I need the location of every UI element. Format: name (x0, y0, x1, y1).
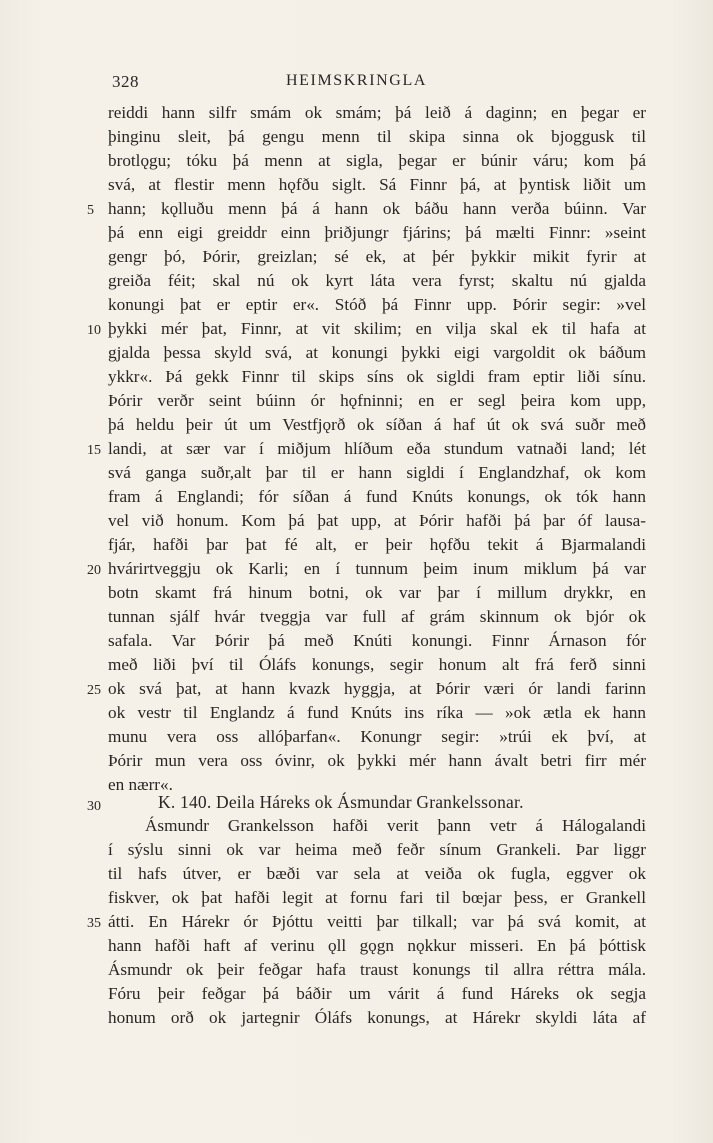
text-line: þá enn eigi greiddr einn þriðjungr fjárins; þá mælti Finnr: »seint (108, 223, 646, 242)
text-line: en nærr«. (108, 775, 173, 794)
line-number: 15 (87, 443, 101, 458)
text-line: Ásmundr Grankelsson hafði verit þann vetr á Hálogalandi (145, 816, 646, 835)
text-line: Þórir mun vera oss óvinr, ok þykki mér hann ávalt betri firr mér (108, 751, 646, 770)
text-line: Ásmundr ok þeir feðgar hafa traust konungs til allra réttra mála. (108, 960, 646, 979)
text-line: greiða féit; skal nú ok kyrt láta vera fyrst; skaltu nú gjalda (108, 271, 646, 290)
line-number: 5 (87, 203, 94, 218)
text-line: átti. En Hárekr ór Þjóttu veitti þar tilkall; var þá svá komit, at (108, 912, 646, 931)
line-number: 10 (87, 323, 101, 338)
text-line: Þórir verðr seint búinn ór hǫfninni; en er segl þeira kom upp, (108, 391, 646, 410)
text-line: brotlǫgu; tóku þá menn at sigla, þegar er búnir váru; kom þá (108, 151, 646, 170)
text-line: munu vera oss allóþarfan«. Konungr segir: »trúi ek því, at (108, 727, 646, 746)
line-number: 30 (87, 799, 101, 814)
text-line: ykkr«. Þá gekk Finnr til skips síns ok sigldi fram eptir liði sínu. (108, 367, 646, 386)
text-line: svá ganga suðr,alt þar til er hann sigldi í Englandzhaf, ok kom (108, 463, 646, 482)
text-line: þá heldu þeir út um Vestfjǫrð ok síðan á haf út ok svá suðr með (108, 415, 646, 434)
text-line: tunnan sjálf hvár tveggja var full af grám skinnum ok bjór ok (108, 607, 646, 626)
text-line: ok svá þat, at hann kvazk hyggja, at Þórir væri ór landi farinn (108, 679, 646, 698)
line-number: 20 (87, 563, 101, 578)
text-line: botn skamt frá hinum botni, ok var þar í millum drykkr, en (108, 583, 646, 602)
text-line: ok vestr til Englandz á fund Knúts ins ríka — »ok ætla ek hann (108, 703, 646, 722)
text-line: í sýslu sinni ok var heima með feðr sínum Grankeli. Þar liggr (108, 840, 646, 859)
line-number: 25 (87, 683, 101, 698)
page-number: 328 (112, 72, 139, 91)
text-line: þinginu sleit, þá gengu menn til skipa sinna ok bjoggusk til (108, 127, 646, 146)
text-line: til hafs útver, er bæði var sela at veiða ok fugla, eggver ok (108, 864, 646, 883)
text-line: gengr þó, Þórir, greizlan; sé ek, at þér þykkir mikit fyrir at (108, 247, 646, 266)
text-line: fjár, hafði þar þat fé alt, er þeir hǫfðu tekit á Bjarmalandi (108, 535, 646, 554)
running-head: HEIMSKRINGLA (286, 72, 427, 89)
line-number: 35 (87, 916, 101, 931)
text-line: honum orð ok jartegnir Óláfs konungs, at Hárekr skyldi láta af (108, 1008, 646, 1027)
text-line: hvárirtveggju ok Karli; en í tunnum þeim inum miklum þá var (108, 559, 646, 578)
text-line: þykki mér þat, Finnr, at vit skilim; en vilja skal ek til hafa at (108, 319, 646, 338)
text-line: hann hafði haft af verinu ǫll gǫgn nǫkkur misseri. En þá þóttisk (108, 936, 646, 955)
page-header (0, 68, 713, 98)
text-line: hann; kǫlluðu menn þá á hann ok báðu hann verða búinn. Var (108, 199, 646, 218)
text-line: vel við honum. Kom þá þat upp, at Þórir hafði þá þar óf lausa- (108, 511, 646, 530)
text-line: fram á Englandi; fór síðan á fund Knúts konungs, ok tók hann (108, 487, 646, 506)
text-line: konungi þat er eptir er«. Stóð þá Finnr upp. Þórir segir: »vel (108, 295, 646, 314)
text-line: Fóru þeir feðgar þá báðir um várit á fund Háreks ok segja (108, 984, 646, 1003)
text-line: svá, at flestir menn hǫfðu siglt. Sá Finnr þá, at þyntisk liðit um (108, 175, 646, 194)
text-line: gjalda þessa skyld svá, at konungi þykki eigi vargoldit ok báðum (108, 343, 646, 362)
text-line: safala. Var Þórir þá með Knúti konungi. Finnr Árnason fór (108, 631, 646, 650)
text-line: með liði því til Óláfs konungs, segir honum alt frá ferð sinni (108, 655, 646, 674)
text-line: fiskver, ok þat hafði legit at fornu fari til bœjar þess, er Grankell (108, 888, 646, 907)
text-line: landi, at sær var í miðjum hlíðum eða stundum vatnaði land; lét (108, 439, 646, 458)
chapter-heading: K. 140. Deila Háreks ok Ásmundar Grankelssonar. (158, 792, 524, 812)
text-line: reiddi hann silfr smám ok smám; þá leið á daginn; en þegar er (108, 103, 646, 122)
